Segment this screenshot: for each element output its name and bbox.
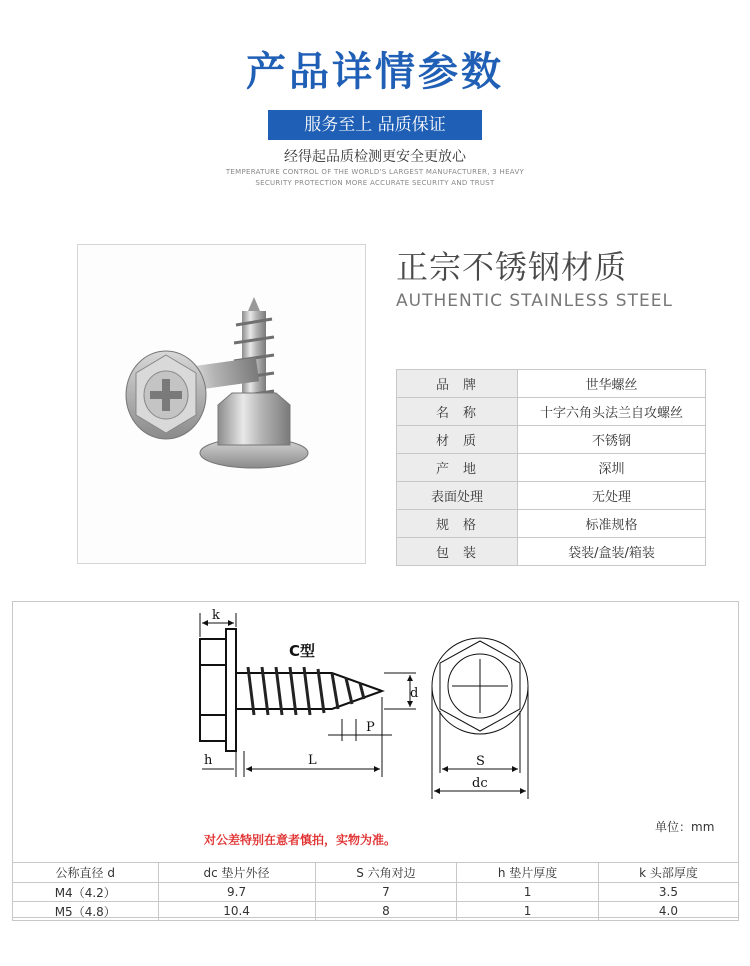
table-header-row	[13, 863, 739, 883]
table-cell: 1	[457, 883, 599, 902]
spec-key: 包装	[397, 538, 518, 566]
label-S: S	[476, 754, 485, 769]
unit-label: 单位：mm	[655, 820, 715, 834]
column-header: dc 垫片外径	[158, 863, 315, 883]
material-title-en: AUTHENTIC STAINLESS STEEL	[396, 291, 673, 311]
screw-illustration	[78, 245, 367, 565]
spec-value: 不锈钢	[518, 426, 706, 454]
column-header: 公称直径 d	[13, 863, 159, 883]
spec-table	[396, 369, 706, 566]
spec-key: 名称	[397, 398, 518, 426]
table-cell: 4.0	[598, 902, 738, 921]
product-photo	[77, 244, 366, 564]
label-P: P	[366, 720, 375, 735]
label-L: L	[308, 753, 317, 768]
table-row	[13, 883, 739, 902]
service-badge: 服务至上 品质保证	[268, 110, 482, 140]
spec-key: 材质	[397, 426, 518, 454]
table-cell: 1	[457, 902, 599, 921]
spec-value: 标准规格	[518, 510, 706, 538]
page-title: 产品详情参数	[246, 49, 504, 95]
spec-row	[397, 398, 706, 426]
label-k: k	[212, 608, 220, 623]
label-h: h	[204, 753, 213, 768]
table-cell: 3.5	[598, 883, 738, 902]
table-row	[13, 902, 739, 921]
spec-value: 世华螺丝	[518, 370, 706, 398]
spec-key: 产地	[397, 454, 518, 482]
screw-drawing	[12, 601, 739, 861]
column-header: h 垫片厚度	[457, 863, 599, 883]
spec-key: 规格	[397, 510, 518, 538]
spec-row	[397, 538, 706, 566]
table-cell: M4（4.2）	[13, 883, 159, 902]
tolerance-warning: 对公差特别在意者慎拍，实物为准。	[204, 833, 397, 847]
table-cell: 7	[315, 883, 457, 902]
spec-value: 袋装/盒装/箱装	[518, 538, 706, 566]
spec-value: 深圳	[518, 454, 706, 482]
spec-row	[397, 510, 706, 538]
table-cell: 9.7	[158, 883, 315, 902]
spec-value: 十字六角头法兰自攻螺丝	[518, 398, 706, 426]
label-d: d	[410, 686, 419, 701]
table-cell: 10.4	[158, 902, 315, 921]
type-label: C型	[289, 642, 316, 660]
spec-row	[397, 370, 706, 398]
spec-row	[397, 482, 706, 510]
label-dc: dc	[472, 776, 488, 791]
spec-row	[397, 454, 706, 482]
spec-key: 表面处理	[397, 482, 518, 510]
column-header: k 头部厚度	[598, 863, 738, 883]
table-cell: M5（4.8）	[13, 902, 159, 921]
spec-key: 品牌	[397, 370, 518, 398]
dimension-table	[12, 862, 739, 921]
subtitle-en-2: SECURITY PROTECTION MORE ACCURATE SECURITY AND TRUST	[255, 179, 495, 187]
subtitle: 经得起品质检测更安全更放心	[284, 149, 466, 165]
spec-row	[397, 426, 706, 454]
table-cell: 8	[315, 902, 457, 921]
subtitle-en-1: TEMPERATURE CONTROL OF THE WORLD'S LARGEST MANUFACTURER, 3 HEAVY	[225, 168, 525, 176]
spec-value: 无处理	[518, 482, 706, 510]
material-title: 正宗不锈钢材质	[396, 248, 628, 286]
column-header: S 六角对边	[315, 863, 457, 883]
